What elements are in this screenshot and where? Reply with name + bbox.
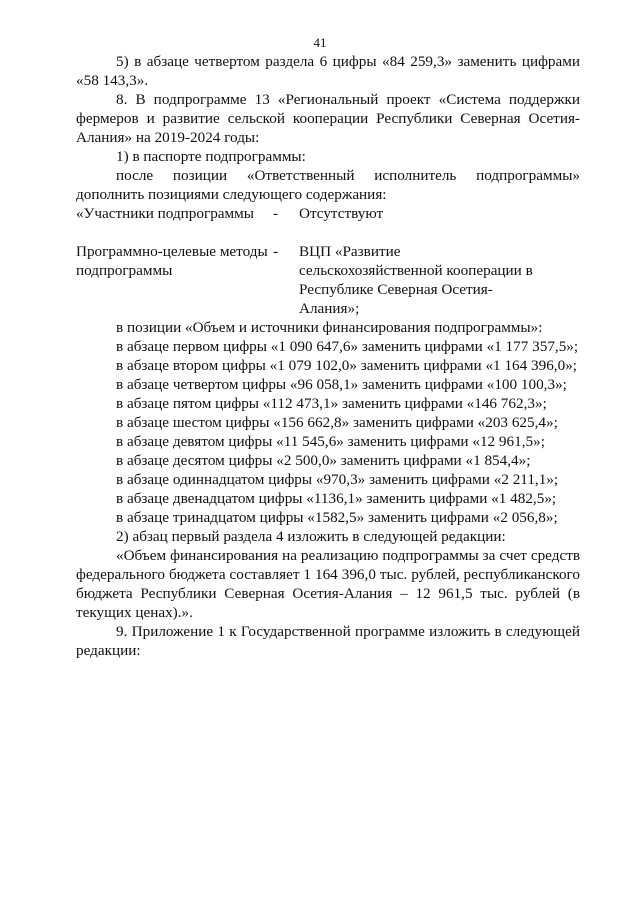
edits-intro: в позиции «Объем и источники финансирования подпрограммы»: — [116, 319, 543, 336]
page-number: 41 — [313, 35, 327, 50]
paragraph-item-9: 9. Приложение 1 к Государственной программе изложить в следующей редакции: — [76, 623, 580, 659]
paragraph-passport: 1) в паспорте подпрограммы: — [116, 148, 306, 165]
participants-dash: - — [273, 205, 279, 222]
edit-item: в абзаце втором цифры «1 079 102,0» заменить цифрами «1 164 396,0»; — [116, 357, 578, 374]
table-row-participants — [76, 204, 580, 223]
paragraph-section-8: 8. В подпрограмме 13 «Региональный проект «Система поддержки фермеров и развитие сельской кооперации Республики Северная Осетия-Алания» на 2019-2024 годы: — [76, 91, 580, 146]
edit-item: в абзаце девятом цифры «11 545,6» заменить цифрами «12 961,5»; — [116, 433, 545, 450]
document-body — [76, 52, 580, 660]
edit-item: в абзаце пятом цифры «112 473,1» заменить цифрами «146 762,3»; — [116, 395, 547, 412]
edit-item: в абзаце десятом цифры «2 500,0» заменить цифрами «1 854,4»; — [116, 452, 531, 469]
edit-item: в абзаце двенадцатом цифры «1136,1» заменить цифрами «1 482,5»; — [116, 490, 557, 507]
paragraph-item-5: 5) в абзаце четвертом раздела 6 цифры «84 259,3» заменить цифрами «58 143,3». — [76, 53, 580, 89]
methods-dash: - — [273, 243, 279, 260]
edit-item: в абзаце одиннадцатом цифры «970,3» заменить цифрами «2 211,1»; — [116, 471, 559, 488]
edit-item: в абзаце первом цифры «1 090 647,6» заменить цифрами «1 177 357,5»; — [116, 338, 579, 355]
paragraph-after-position: после позиции «Ответственный исполнитель подпрограммы» дополнить позициями следующего содержания: — [76, 167, 580, 203]
methods-value: ВЦП «Развитие сельскохозяйственной кооперации в Республике Северная Осетия-Алания»; — [299, 243, 533, 317]
paragraph-section-4: 2) абзац первый раздела 4 изложить в следующей редакции: — [116, 528, 506, 545]
methods-label: Программно-целевые методы подпрограммы — [76, 243, 268, 279]
participants-value: Отсутствуют — [299, 205, 384, 222]
participants-label: «Участники подпрограммы — [76, 205, 254, 222]
edit-item: в абзаце шестом цифры «156 662,8» заменить цифрами «203 625,4»; — [116, 414, 558, 431]
edit-item: в абзаце четвертом цифры «96 058,1» заменить цифрами «100 100,3»; — [116, 376, 567, 393]
paragraph-financing-quote: «Объем финансирования на реализацию подпрограммы за счет средств федерального бюджета составляет 1 164 396,0 тыс. рублей, республиканского бюджета Республики Северная Осетия-Алания – 12 961,5 тыс. рублей (в текущих ценах).». — [76, 547, 580, 621]
table-row-methods — [76, 242, 580, 318]
edit-item: в абзаце тринадцатом цифры «1582,5» заменить цифрами «2 056,8»; — [116, 509, 558, 526]
